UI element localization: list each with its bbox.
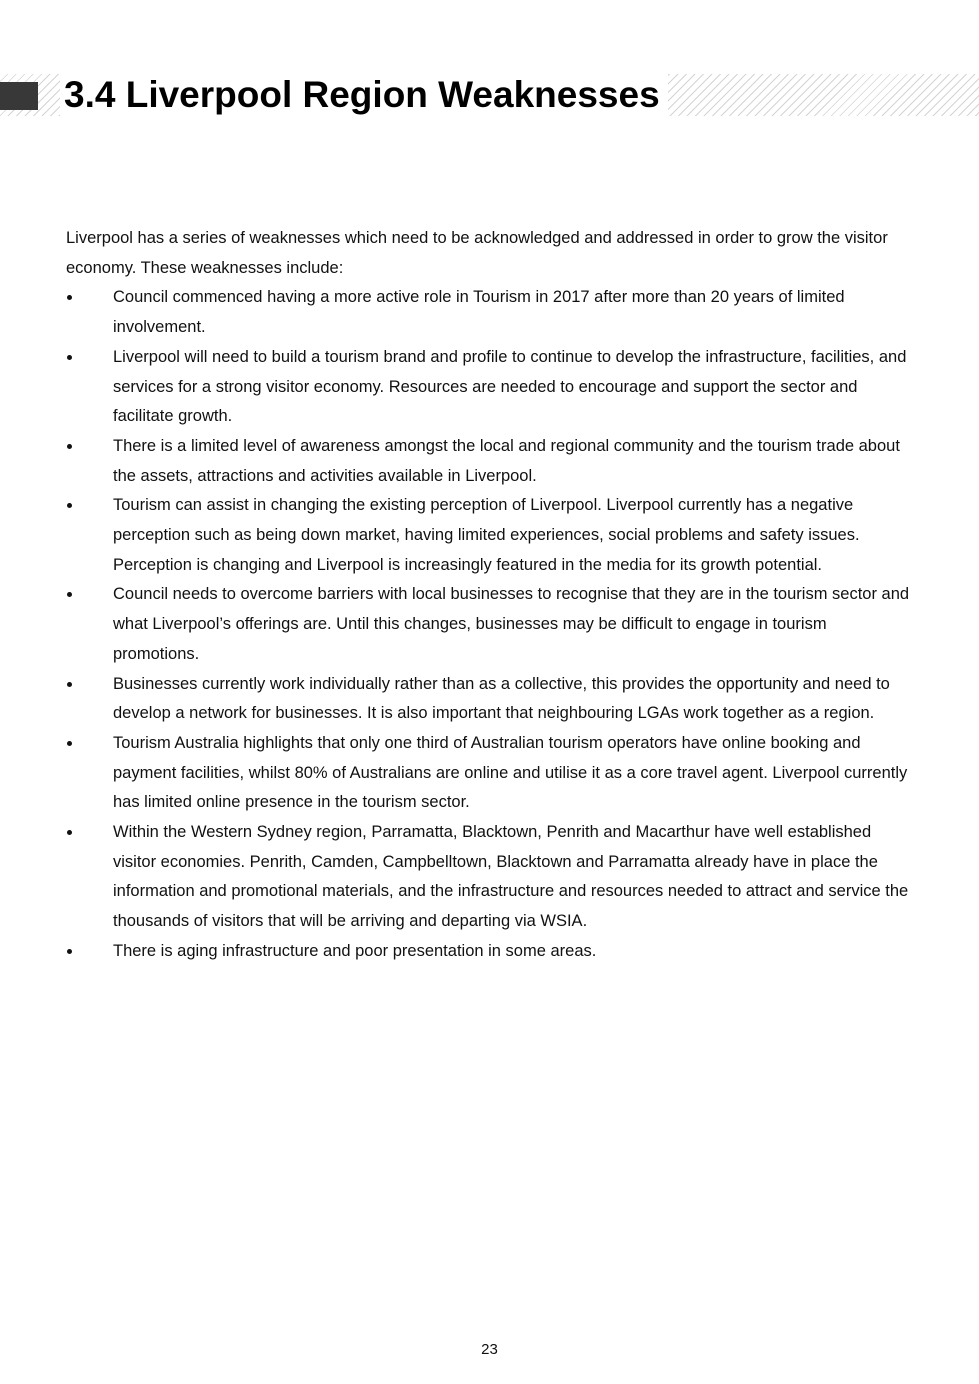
list-item-text: Council commenced having a more active role in Tourism in 2017 after more than 20 years of limited involvement. [113,288,845,337]
list-item [66,283,914,342]
list-item [66,937,914,967]
page-number: 23 [481,1341,498,1358]
list-item [66,818,914,937]
bullet-icon [67,592,72,597]
bullet-icon [67,949,72,954]
list-item-text: There is a limited level of awareness amongst the local and regional community and the tourism trade about the assets, attractions and activities available in Liverpool. [113,436,900,485]
intro-paragraph: Liverpool has a series of weaknesses which need to be acknowledged and addressed in order to grow the visitor economy. These weaknesses include: [66,229,888,277]
bullet-icon [67,741,72,746]
document-body [66,224,914,967]
weaknesses-list [66,283,914,966]
list-item-text: Tourism Australia highlights that only one third of Australian tourism operators have online booking and payment facilities, whilst 80% of Australians are online and utilise it as a core travel agent. Liverpool currently has limited online presence in the tourism sector. [113,733,908,812]
section-header-marker [0,82,38,110]
list-item-text: Businesses currently work individually rather than as a collective, this provides the opportunity and need to develop a network for businesses. It is also important that neighbouring LGAs work together as a region. [113,674,890,723]
list-item-text: Council needs to overcome barriers with local businesses to recognise that they are in the tourism sector and what Liverpool’s offerings are. Until this changes, businesses may be difficult to engage in tourism promotions. [113,585,910,663]
bullet-icon [67,682,72,687]
list-item [66,670,914,729]
list-item-text: There is aging infrastructure and poor presentation in some areas. [113,941,597,960]
bullet-icon [67,444,72,449]
list-item [66,432,914,491]
list-item [66,580,914,669]
bullet-icon [67,295,72,300]
bullet-icon [67,830,72,835]
list-item-text: Within the Western Sydney region, Parramatta, Blacktown, Penrith and Macarthur have well established visitor economies. Penrith, Camden, Campbelltown, Blacktown and Parramatta already have in place the information and promotional materials, and the infrastructure and resources needed to attract and service the thousands of visitors that will be arriving and departing via WSIA. [113,823,909,931]
section-title: 3.4 Liverpool Region Weaknesses [60,70,668,120]
list-item [66,343,914,432]
list-item [66,491,914,580]
list-item-text: Liverpool will need to build a tourism brand and profile to continue to develop the infrastructure, facilities, and services for a strong visitor economy. Resources are needed to encourage and support the sector and facilitate growth. [113,347,907,426]
list-item-text: Tourism can assist in changing the existing perception of Liverpool. Liverpool currently has a negative perception such as being down market, having limited experiences, social problems and safety issues. Perception is changing and Liverpool is increasingly featured in the media for its growth potential. [113,496,860,574]
list-item [66,729,914,818]
bullet-icon [67,355,72,360]
bullet-icon [67,503,72,508]
